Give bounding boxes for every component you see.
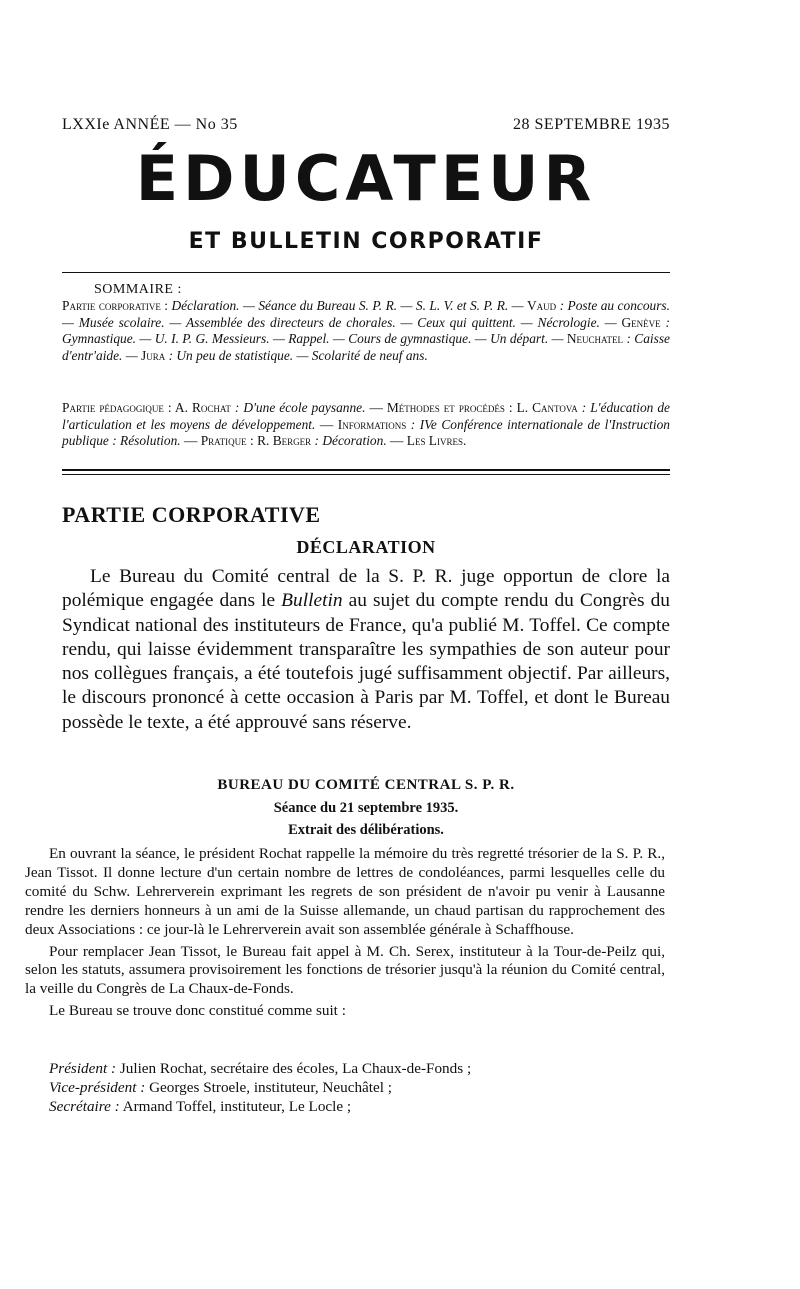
issue-date: 28 SEPTEMBRE 1935 <box>513 116 670 133</box>
sommaire-pedagogique <box>62 400 670 450</box>
issue-number: LXXIe ANNÉE — No 35 <box>62 116 238 133</box>
separator: — <box>180 433 201 448</box>
separator: : R. <box>246 433 273 448</box>
extrait-heading: Extrait des délibérations. <box>288 822 444 838</box>
separator: — <box>315 416 338 432</box>
declaration-text <box>62 565 670 735</box>
section-jura: Jura <box>141 347 166 363</box>
declaration-heading: DÉCLARATION <box>296 537 436 557</box>
paragraph: Le Bureau se trouve donc constitué comme suit : <box>49 1002 346 1020</box>
paragraph: Pour remplacer Jean Tissot, le Bureau fait appel à M. Ch. Serex, instituteur à la Tour-de-Peilz qui, selon les statuts, assumera provisoirement les fonctions de trésorier jusqu'à la réunion du Comité central, la veille du Congrès de La Chaux-de-Fonds. <box>25 942 665 998</box>
declaration-part: Le Bureau du Comité central de la S. P. R. juge opportun de clore la polémique engagée dans le <box>62 566 670 612</box>
article-title: : L'éducation de l'articulation et les moyens de développement. <box>62 400 670 432</box>
list-item <box>49 1060 665 1079</box>
separator: — <box>365 400 387 415</box>
sommaire-items: : Caisse d'entr'aide. — <box>62 331 671 363</box>
paragraph: En ouvrant la séance, le président Rochat rappelle la mémoire du très regretté trésorier de la S. P. R., Jean Tissot. Il donne lecture d'un certain nombre de lettres de condoléances, parmi lesquelles celle du comité du Schw. Lehrerverein exprimant les regrets de son président de n'avoir pu venir à Lausanne rendre les derniers honneurs à un ami de la Suisse allemande, un chaud partisan du rapprochement des deux Associations : ce jour-là le Lehrerverein avait son assemblée générale à Schaffhouse. <box>25 845 665 938</box>
sommaire-items: Déclaration. — Séance du Bureau S. P. R. — S. L. V. et S. P. R. — <box>171 298 528 313</box>
divider <box>62 272 670 273</box>
sommaire-label: Partie corporative <box>62 298 161 313</box>
author-name: Cantova <box>532 400 578 415</box>
author-name: Berger <box>272 433 312 448</box>
section-informations: Informations <box>337 416 407 432</box>
bureau-heading: BUREAU DU COMITÉ CENTRAL S. P. R. <box>217 777 515 793</box>
sommaire-label: Partie pédagogique <box>62 400 164 415</box>
section-title: PARTIE CORPORATIVE <box>62 502 321 527</box>
section-methodes: Méthodes et procédés <box>386 400 505 415</box>
member-role: Vice-président : <box>49 1078 146 1096</box>
bureau-members <box>49 1060 665 1117</box>
seance-date: Séance du 21 septembre 1935. <box>273 800 459 816</box>
separator: : A. <box>163 400 192 415</box>
member-text: Georges Stroele, instituteur, Neuchâtel ; <box>145 1078 392 1096</box>
declaration-part: au sujet du compte rendu du Congrès du Syndicat national des instituteurs de France, qu'a publié M. Toffel. Ce compte rendu, qui laisse évidemment transparaître les sympathies de son auteur pour nos collègues français, a été toutefois jugé suffisamment objectif. Par ailleurs, le discours prononcé à cette occasion à Paris par M. Toffel, et dont le Bureau possède le texte, a été approuvé sans réserve. <box>62 590 671 733</box>
separator: — <box>386 433 407 448</box>
separator: : <box>160 298 172 313</box>
member-text: Armand Toffel, instituteur, Le Locle ; <box>119 1097 352 1115</box>
author-name: Rochat <box>191 400 231 415</box>
sommaire-heading: SOMMAIRE : <box>94 282 182 297</box>
double-divider-bottom <box>62 474 670 475</box>
section-vaud: Vaud <box>527 298 557 313</box>
section-geneve: Genève <box>621 314 661 330</box>
sommaire-items: : Un peu de statistique. — Scolarité de neuf ans. <box>165 347 428 363</box>
journal-title: ÉDUCATEUR <box>135 142 597 215</box>
bureau-minutes <box>25 845 665 1024</box>
masthead-line <box>62 116 670 134</box>
section-neuchatel: Neuchatel <box>566 331 624 346</box>
journal-subtitle: ET BULLETIN CORPORATIF <box>188 229 544 254</box>
double-divider-top <box>62 469 670 471</box>
list-item <box>49 1098 665 1117</box>
list-item <box>49 1079 665 1098</box>
member-text: Julien Rochat, secrétaire des écoles, La Chaux-de-Fonds ; <box>116 1060 472 1077</box>
section-pratique: Pratique <box>200 433 247 448</box>
separator: : L. <box>504 400 533 415</box>
bulletin-word: Bulletin <box>281 590 343 612</box>
section-livres: Les Livres. <box>406 433 467 448</box>
member-role: Président : <box>49 1060 117 1077</box>
sommaire-items: : Gymnastique. — U. I. P. G. Messieurs. — Rappel. — Cours de gymnastique. — Un départ. — <box>62 314 670 346</box>
member-role: Secrétaire : <box>49 1097 120 1115</box>
article-title: : IVe Conférence internationale de l'Instruction publique : Résolution. <box>62 416 670 448</box>
sommaire-items: : Poste au concours. — Musée scolaire. — Assemblée des directeurs de chorales. — Ceux qui quittent. — Nécrologie. — <box>62 298 670 330</box>
article-title: : D'une école paysanne. <box>230 400 366 415</box>
article-title: : Décoration. <box>311 433 387 448</box>
sommaire-corporative <box>62 298 670 364</box>
